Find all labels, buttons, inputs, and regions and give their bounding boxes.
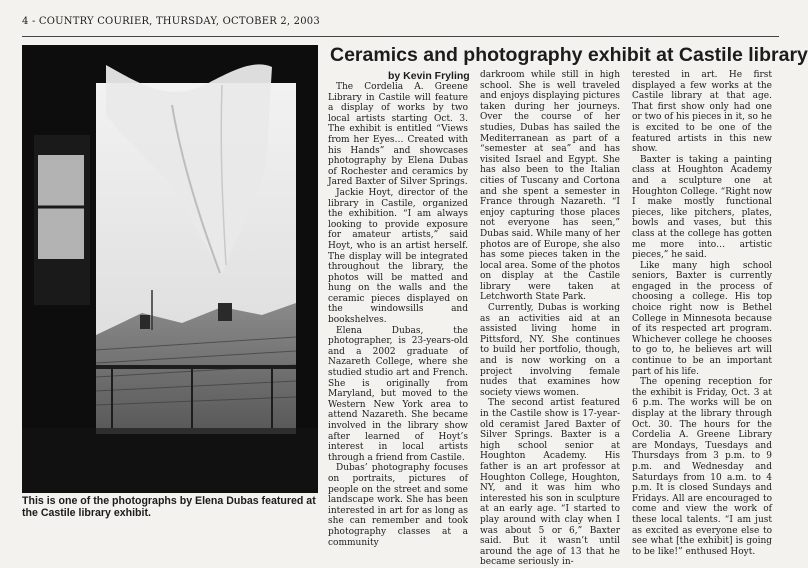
- paragraph: Elena Dubas, the photographer, is 23-years-old and a 2002 graduate of Nazareth College, where she studied studio art and French. She is originally from Maryland, but moved to the Western New York area to attend Nazareth. She became involved in the library show after learned of Hoyt’s interest in local artists through a friend from Castile.: [328, 325, 468, 463]
- headline: Ceramics and photography exhibit at Castile library: [330, 44, 808, 66]
- paragraph: Dubas’ photography focuses on portraits, pictures of people on the street and some landscape work. She has been interested in art for as long as she can remember and took photography classes at a community: [328, 463, 468, 548]
- paragraph: The second artist featured in the Castile show is 17-year-old ceramist Jared Baxter of Silver Springs. Baxter is a high school senior at Houghton Academy. His father is an art professor at Houghton College, Houghton, NY, and it was him who interested his son in sculpture at an early age. “I started to play around with clay when I was about 5 or 6,” Baxter said. But it wasn’t until around the age of 13 that he became seriously in-: [480, 398, 620, 568]
- paragraph: darkroom while still in high school. She is well traveled and enjoys displaying pictures taken during her journeys. Over the course of her studies, Dubas has sailed the Mediterranean as part of a “semester at sea” and has visited Israel and Egypt. She has also been to the Italian cities of Tuscany and Cortona and she spent a semester in France through Nazareth. “I enjoy capturing those places not everyone has seen,” Dubas said. While many of her photos are of Europe, she also has some pieces taken in the local area. Some of the photos on display at the Castile library were taken at Letchworth State Park.: [480, 70, 620, 303]
- article-column-2: [480, 70, 620, 568]
- exhibit-photograph: [22, 45, 318, 493]
- paragraph: terested in art. He first displayed a few works at the Castile library at that age. That first show only had one or two of his pieces in it, so he is excited to be one of the featured artists in this new show.: [632, 70, 772, 155]
- article-column-3: [632, 70, 772, 557]
- header-rule: [22, 36, 779, 37]
- page-header: 4 - COUNTRY COURIER, THURSDAY, OCTOBER 2, 2003: [22, 16, 320, 27]
- paragraph: Like many high school seniors, Baxter is currently engaged in the process of choosing a college. His top choice right now is Bethel College in Minnesota because of its respected art program. Whichever college he chooses to go to, he believes art will continue to be an important part of his life.: [632, 260, 772, 377]
- photo-caption: This is one of the photographs by Elena Dubas featured at the Castile library exhibit.: [22, 495, 316, 519]
- byline: by Kevin Fryling: [388, 70, 470, 82]
- paragraph: Currently, Dubas is working as an activities aid at an assisted living home in Pittsford, NY. She continues to build her portfolio, though, and is now working on a project involving female nudes that examines how society views women.: [480, 303, 620, 398]
- paragraph: Baxter is taking a painting class at Houghton Academy and a sculpture one at Houghton College. “Right now I make mostly functional pieces, like pitchers, plates, bowls and vases, but this class at the college has gotten me more into… artistic pieces,” he said.: [632, 154, 772, 261]
- paragraph: Jackie Hoyt, director of the library in Castile, organized the exhibition. “I am always looking to provide exposure for amateur artists,” said Hoyt, who is an artist herself. The display will be integrated throughout the library, the photos will be matted and hung on the walls and the ceramic pieces displayed on the windowsills and bookshelves.: [328, 187, 468, 326]
- paragraph: The opening reception for the exhibit is Friday, Oct. 3 at 6 p.m. The works will be on display at the library through Oct. 30. The hours for the Cordelia A. Greene Library are Mondays, Tuesdays and Thursdays from 3 p.m. to 9 p.m. and Wednesday and Saturdays from 10 a.m. to 4 p.m. It is closed Sundays and Fridays. All are encouraged to come and view the work of these local talents. “I am just as excited as everyone else to see what [the exhibit] is going to be like!” enthused Hoyt.: [632, 377, 772, 557]
- article-column-1: [328, 82, 468, 548]
- paragraph: The Cordelia A. Greene Library in Castile will feature a display of works by two local artists starting Oct. 3. The exhibit is entitled “Views from her Eyes… Created with his Hands” and showcases photography by Elena Dubas of Rochester and ceramics by Jared Baxter of Silver Springs.: [328, 82, 468, 188]
